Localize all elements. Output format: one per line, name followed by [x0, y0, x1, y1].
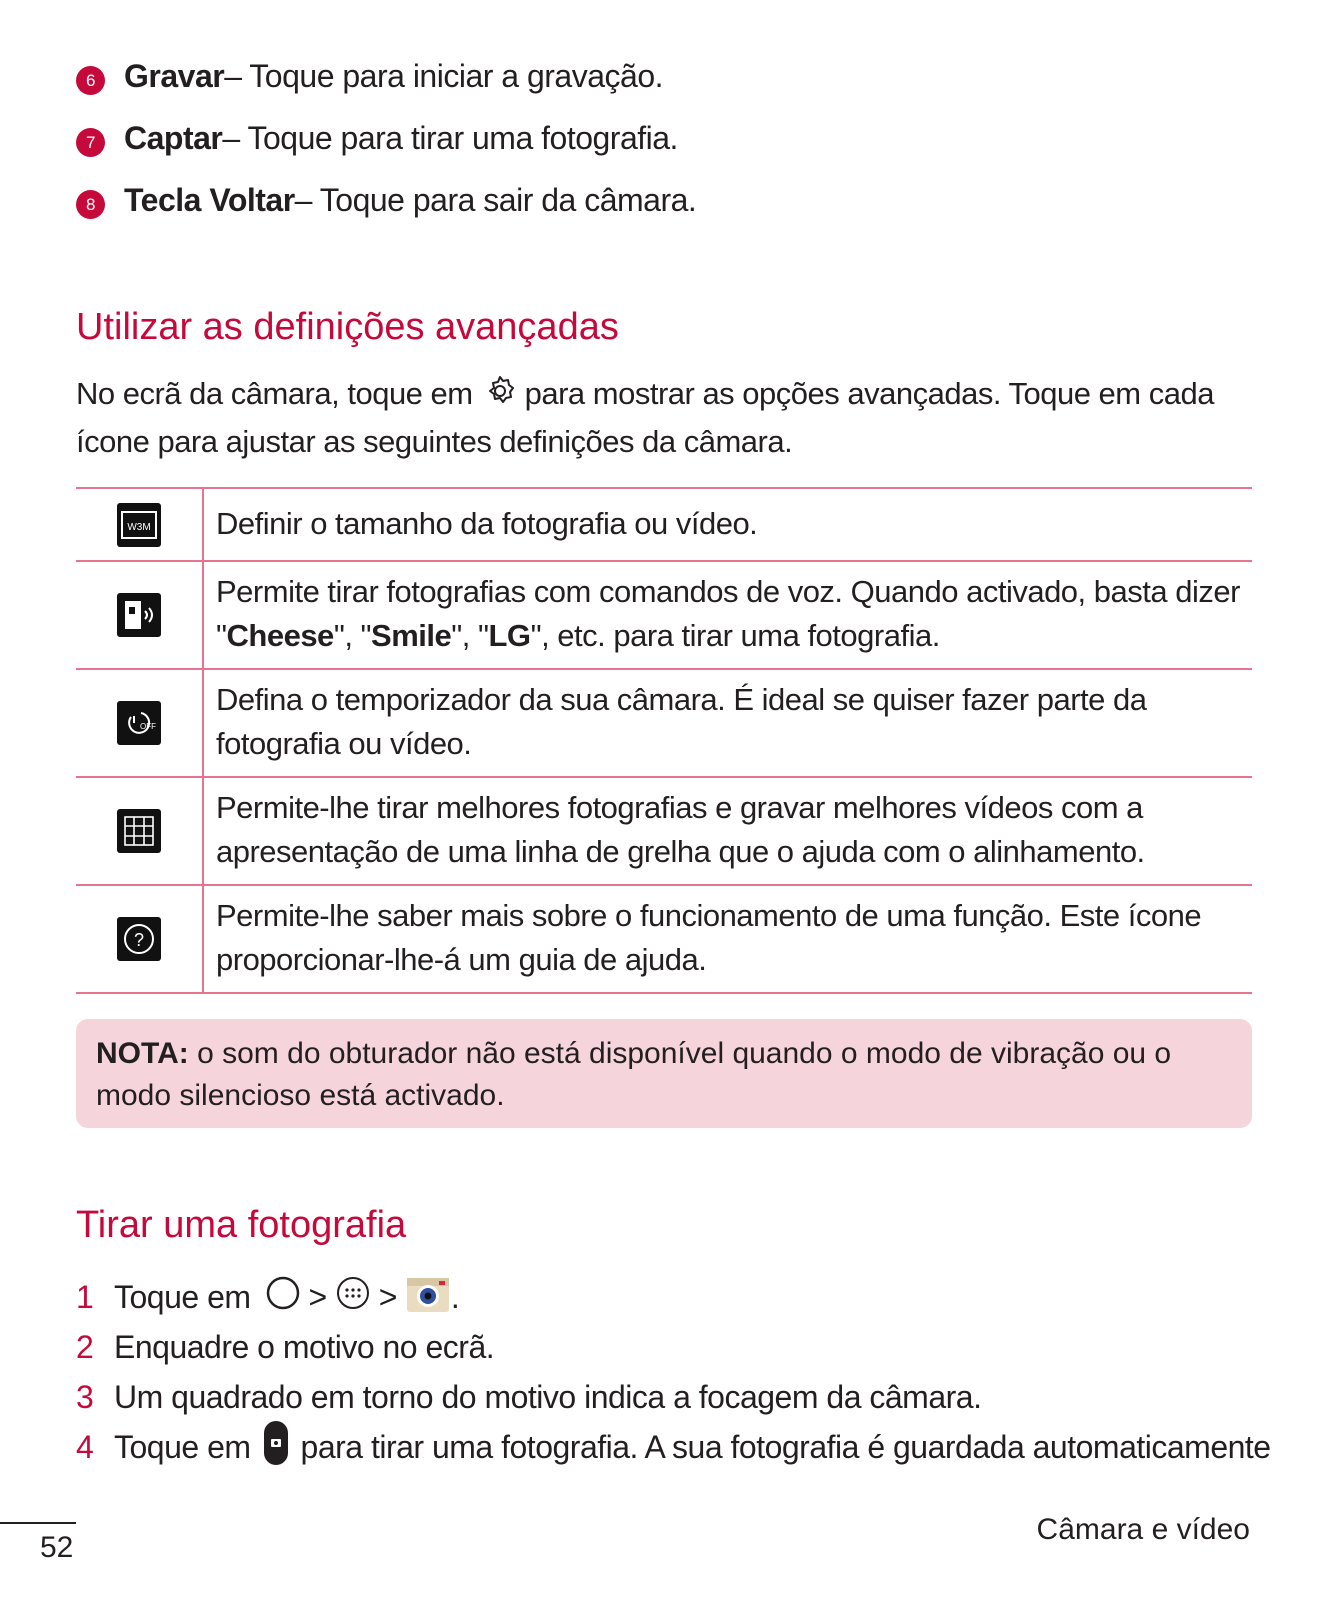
- timer-off-icon: [117, 701, 161, 745]
- svg-text:OFF: OFF: [140, 722, 156, 731]
- table-row: [76, 561, 1252, 669]
- term: Captar: [124, 120, 223, 156]
- intro-text-after: para mostrar as opções avançadas. Toque em cada ícone para ajustar as seguintes definições da câmara.: [76, 376, 1214, 459]
- step-1: 1 Toque em > > .: [76, 1272, 1271, 1322]
- svg-text:?: ?: [133, 930, 145, 950]
- term: Gravar: [124, 58, 225, 94]
- row-text: Defina o temporizador da sua câmara. É ideal se quiser fazer parte da fotografia ou vídeo.: [203, 669, 1252, 777]
- shutter-button-icon: [263, 1420, 289, 1474]
- number-badge: 8: [76, 190, 105, 219]
- footer-section-name: Câmara e vídeo: [1036, 1513, 1250, 1546]
- description: – Toque para iniciar a gravação.: [224, 58, 663, 94]
- section-heading-take-photo: Tirar uma fotografia: [76, 1204, 407, 1246]
- apps-icon: [335, 1275, 371, 1319]
- intro-text-before: No ecrã da câmara, toque em: [76, 376, 473, 411]
- photo-size-icon: [117, 503, 161, 547]
- table-row: [76, 777, 1252, 885]
- row-text: Permite-lhe tirar melhores fotografias e gravar melhores vídeos com a apresentação de uma linha de grelha que o ajuda com o alinhamento.: [203, 777, 1252, 885]
- bullet-capture: [76, 120, 678, 157]
- note-text: o som do obturador não está disponível quando o modo de vibração ou o modo silencioso está activado.: [96, 1037, 1172, 1112]
- table-row: [76, 669, 1252, 777]
- step-2: 2 Enquadre o motivo no ecrã.: [76, 1328, 495, 1365]
- bullet-record: [76, 58, 663, 95]
- row-text: Permite-lhe saber mais sobre o funcionamento de uma função. Este ícone proporcionar-lhe-á um guia de ajuda.: [203, 885, 1252, 993]
- table-row: [76, 885, 1252, 993]
- description: – Toque para tirar uma fotografia.: [222, 120, 678, 156]
- row-text: Permite tirar fotografias com comandos de voz. Quando activado, basta dizer "Cheese", "Smile", "LG", etc. para tirar uma fotografia.: [203, 561, 1252, 669]
- table-row: [76, 488, 1252, 561]
- description: – Toque para sair da câmara.: [294, 182, 697, 218]
- voice-shutter-icon: [117, 593, 161, 637]
- svg-text:W3M: W3M: [127, 521, 151, 533]
- note-box: [76, 1019, 1252, 1128]
- keyword-cheese: Cheese: [226, 618, 334, 653]
- step-4: 4 Toque em para tirar uma fotografia. A sua fotografia é guardada automaticamente: [76, 1422, 1271, 1472]
- term: Tecla Voltar: [124, 182, 295, 218]
- steps-list: [76, 1272, 1271, 1472]
- number-badge: 6: [76, 66, 105, 95]
- help-icon: [117, 917, 161, 961]
- step-3: 3 Um quadrado em torno do motivo indica a focagem da câmara.: [76, 1378, 982, 1415]
- row-text: Definir o tamanho da fotografia ou vídeo.: [203, 488, 1252, 561]
- keyword-smile: Smile: [371, 618, 452, 653]
- footer-rule: [0, 1522, 76, 1524]
- keyword-lg: LG: [488, 618, 531, 653]
- note-label: NOTA:: [96, 1037, 189, 1070]
- home-circle-icon: [265, 1275, 301, 1319]
- settings-table: [76, 487, 1252, 994]
- camera-app-icon: [405, 1272, 451, 1322]
- number-badge: 7: [76, 128, 105, 157]
- page-number: 52: [40, 1531, 74, 1564]
- settings-gear-icon: [483, 374, 517, 420]
- grid-icon: [117, 809, 161, 853]
- bullet-back-key: [76, 182, 696, 219]
- intro-paragraph: [76, 372, 1256, 464]
- section-heading-advanced: Utilizar as definições avançadas: [76, 306, 619, 348]
